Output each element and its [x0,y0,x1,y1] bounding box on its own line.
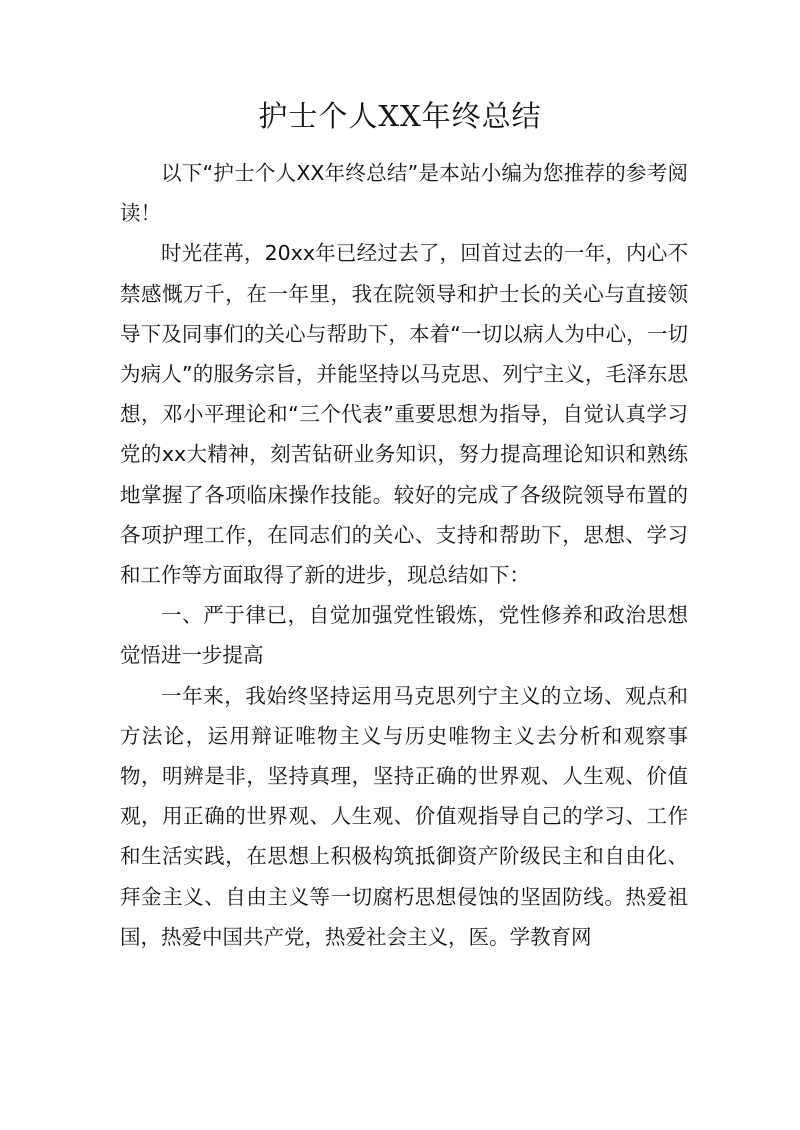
document-title: 护士个人XX年终总结 [258,99,542,133]
body-paragraph: 一年来，我始终坚持运用马克思列宁主义的立场、观点和方法论，运用辩证唯物主义与历史唯物主义去分析和观察事物，明辨是非，坚持真理，坚持正确的世界观、人生观、价值观，用正确的世界观、人生观、价值观指导自己的学习、工作和生活实践，在思想上积极构筑抵御资产阶级民主和自由化、拜金主义、自由主义等一切腐朽思想侵蚀的坚固防线。热爱祖国，热爱中国共产党，热爱社会主义，医。学教育网 [120,683,688,949]
section-heading: 一、严于律已，自觉加强党性锻炼，党性修养和政治思想觉悟进一步提高 [120,603,688,668]
document-body [120,153,688,957]
body-paragraph: 时光荏苒，20xx年已经过去了，回首过去的一年，内心不禁感慨万千，在一年里，我在院领导和护士长的关心与直接领导下及同事们的关心与帮助下，本着“一切以病人为中心，一切为病人”的服务宗旨，并能坚持以马克思、列宁主义，毛泽东思想，邓小平理论和“三个代表”重要思想为指导，自觉认真学习党的xx大精神，刻苦钻研业务知识，努力提高理论知识和熟练地掌握了各项临床操作技能。较好的完成了各级院领导布置的各项护理工作，在同志们的关心、支持和帮助下，思想、学习和工作等方面取得了新的进步，现总结如下： [120,241,688,588]
intro-paragraph: 以下“护士个人XX年终总结”是本站小编为您推荐的参考阅读！ [120,161,688,226]
